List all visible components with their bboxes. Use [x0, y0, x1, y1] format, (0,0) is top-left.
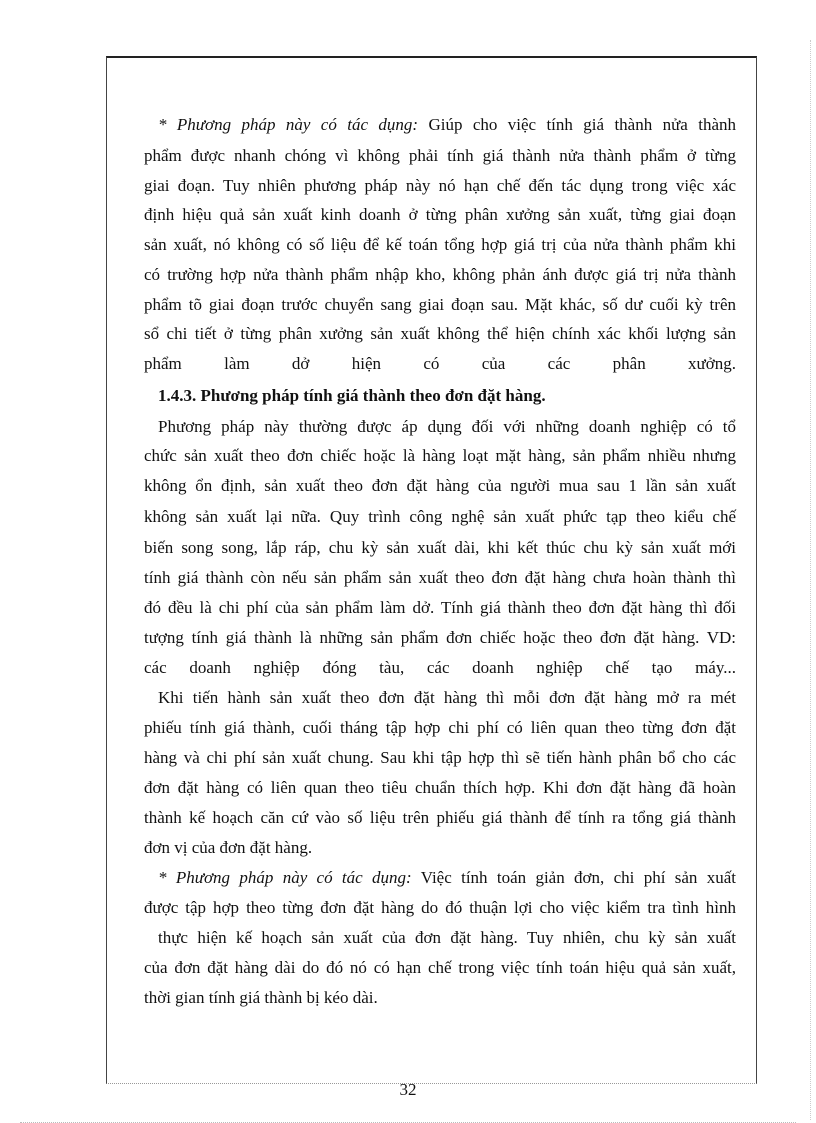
paragraph-line: không sản xuất lại nữa. Quy trình công nghệ sản xuất phức tạp theo kiểu chế: [144, 507, 736, 526]
paragraph-line: thành kế hoạch căn cứ vào số liệu trên phiếu giá thành để tính ra tổng giá thành: [144, 808, 736, 827]
paragraph-line: tượng tính giá thành là những sản phẩm đơn chiếc hoặc theo đơn đặt hàng. VD:: [144, 628, 736, 647]
paragraph-line: chức sản xuất theo đơn chiếc hoặc là hàng loạt mặt hàng, sản phẩm nhiều nhưng: [144, 446, 736, 465]
paragraph-line: * Phương pháp này có tác dụng: Việc tính toán giản đơn, chi phí sản xuất: [158, 868, 736, 887]
paragraph-line: đó đều là chi phí của sản phẩm làm dở. Tính giá thành theo đơn đặt hàng thì đối: [144, 598, 736, 617]
paragraph-line: tính giá thành còn nếu sản phẩm sản xuất theo đơn đặt hàng chưa hoàn thành thì: [144, 568, 736, 587]
right-dotted-rule: [810, 40, 811, 1120]
paragraph-line: Phương pháp này thường được áp dụng đối với những doanh nghiệp có tổ: [158, 417, 736, 436]
paragraph-line: đơn đặt hàng có liên quan theo tiêu chuẩn thích hợp. Khi đơn đặt hàng đã hoàn: [144, 778, 736, 797]
paragraph-line: biến song song, lắp ráp, chu kỳ sản xuất dài, khi kết thúc chu kỳ sản xuất mới: [144, 538, 736, 557]
paragraph-line: không ổn định, sản xuất theo đơn đặt hàng của người mua sau 1 lần sản xuất: [144, 476, 736, 495]
paragraph-line: phẩm được nhanh chóng vì không phải tính giá thành nửa thành phẩm ở từng: [144, 146, 736, 165]
paragraph-line: thời gian tính giá thành bị kéo dài.: [144, 988, 378, 1007]
paragraph-line: giai đoạn. Tuy nhiên phương pháp này nó hạn chế đến tác dụng trong việc xác: [144, 176, 736, 195]
paragraph-line: hàng và chi phí sản xuất chung. Sau khi tập hợp thì sẽ tiến hành phân bổ cho các: [144, 748, 736, 767]
paragraph-line: * Phương pháp này có tác dụng: Giúp cho việc tính giá thành nửa thành: [158, 115, 737, 134]
paragraph-line: đơn vị của đơn đặt hàng.: [144, 838, 313, 857]
paragraph-line: của đơn đặt hàng dài do đó nó có hạn chế trong việc tính toán hiệu quả sản xuất,: [144, 958, 736, 977]
paragraph-line: phẩm làm dở hiện có của các phân xưởng.: [144, 354, 736, 373]
paragraph-line: các doanh nghiệp đóng tàu, các doanh nghiệp chế tạo máy...: [144, 658, 736, 677]
paragraph-line: có trường hợp nửa thành phẩm nhập kho, không phản ánh được giá trị nửa thành: [144, 265, 736, 284]
paragraph-line: sản xuất, nó không có số liệu để kế toán tổng hợp giá trị của nửa thành phẩm khi: [144, 235, 736, 254]
paragraph-line: được tập hợp theo từng đơn đặt hàng do đó thuận lợi cho việc kiểm tra tình hình: [144, 898, 736, 917]
italic-lead: * Phương pháp này có tác dụng:: [158, 868, 412, 887]
paragraph-line: sổ chi tiết ở từng phân xưởng sản xuất không thể hiện chính xác khối lượng sản: [144, 324, 736, 343]
paragraph-line: Khi tiến hành sản xuất theo đơn đặt hàng thì mỗi đơn đặt hàng mở ra mét: [158, 688, 736, 707]
paragraph-line: định hiệu quả sản xuất kinh doanh ở từng phân xưởng sản xuất, từng giai đoạn: [144, 205, 736, 224]
italic-lead: * Phương pháp này có tác dụng:: [158, 115, 419, 134]
paragraph-line: phẩm tõ giai đoạn trước chuyển sang giai đoạn sau. Mặt khác, số dư cuối kỳ trên: [144, 295, 736, 314]
paragraph-line: thực hiện kế hoạch sản xuất của đơn đặt hàng. Tuy nhiên, chu kỳ sản xuất: [158, 928, 736, 947]
section-heading: 1.4.3. Phương pháp tính giá thành theo đơn đặt hàng.: [158, 386, 546, 405]
page-number: 32: [399, 1080, 417, 1099]
paragraph-line: phiếu tính giá thành, cuối tháng tập hợp chi phí có liên quan theo từng đơn đặt: [144, 718, 736, 737]
